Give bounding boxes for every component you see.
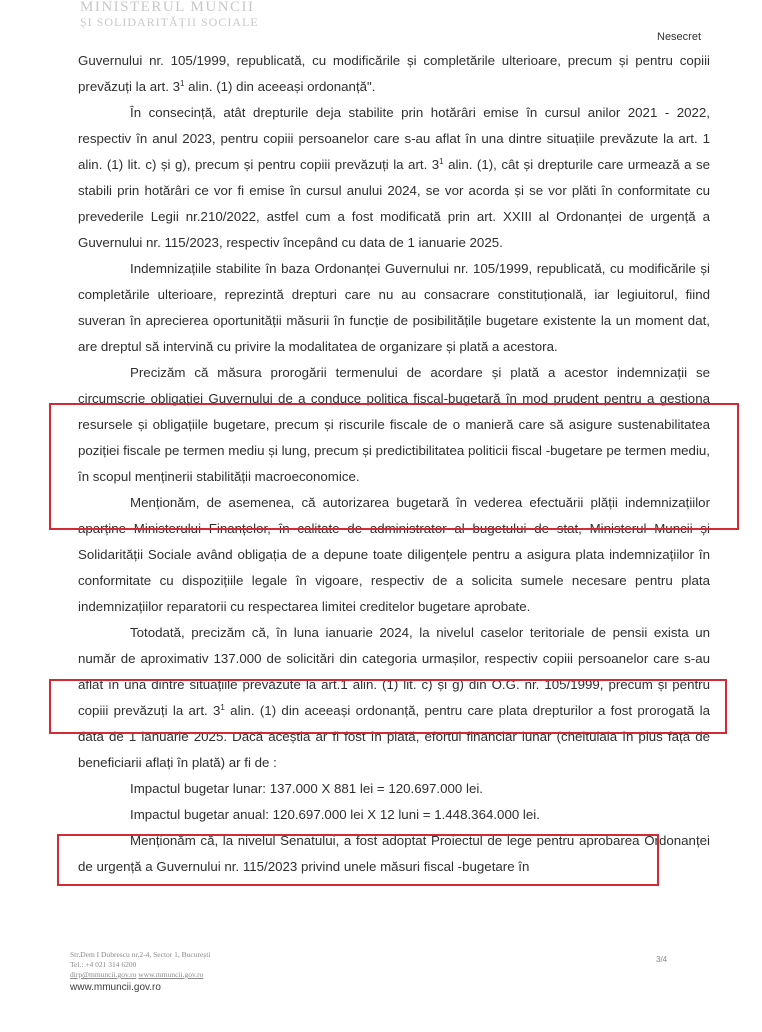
footer-contact bbox=[70, 950, 370, 994]
impact-annual: Impactul bugetar anual: 120.697.000 lei X 12 luni = 1.448.364.000 lei. bbox=[130, 807, 540, 822]
classification-label: Nesecret bbox=[657, 31, 702, 43]
paragraph-4-highlighted: Precizăm că măsura prorogării termenului de acordare și plată a acestor indemnizații se circumscrie obligației Guvernului de a conduce politica fiscal-bugetară în mod prudent pentru a gestiona resursele și obligațiile bugetare, precum și riscurile fiscale de o manieră care să asigure sustenabilitatea poziției fiscale pe termen mediu și lung, precum și predictibilitatea politicii fiscal -bugetare pe termen mediu, în scopul menținerii stabilității macroeconomice. bbox=[78, 365, 710, 484]
ministry-header bbox=[80, 0, 320, 30]
paragraph-5: Menționăm, de asemenea, că autorizarea bugetară în vederea efectuării plății indemnizațiilor aparține Ministerului Finanțelor, în calitate de administrator al bugetului de stat, Ministerul Muncii și Solidarității Sociale având obligația de a depune toate diligențele pentru a asigura plata indemnizațiilor în conformitate cu dispozițiile legale în vigoare, respectiv de a solicita sumele necesare pentru plata indemnizațiilor reparatorii cu respectarea limitei creditelor bugetare aprobate. bbox=[78, 495, 710, 614]
footer-email[interactable]: dirp@mmuncii.gov.ro bbox=[70, 970, 137, 979]
footer-web-link[interactable]: www.mmuncii.gov.ro bbox=[138, 970, 204, 979]
paragraph-7: Menționăm că, la nivelul Senatului, a fost adoptat Proiectul de lege pentru aprobarea Ordonanței de urgență a Guvernului nr. 115/2023 privind unele măsuri fiscal -bugetare în bbox=[78, 833, 710, 874]
footer-website[interactable]: www.mmuncii.gov.ro bbox=[70, 982, 161, 993]
footer-address: Str.Dem I Dobrescu nr.2-4, Sector 1, București bbox=[70, 950, 211, 959]
ministry-name-line2: ȘI SOLIDARITĂȚII SOCIALE bbox=[80, 15, 259, 29]
highlight-box-fiscal-policy bbox=[49, 403, 739, 530]
ministry-name-line1: MINISTERUL MUNCII bbox=[80, 0, 255, 15]
impact-monthly: Impactul bugetar lunar: 137.000 X 881 lei = 120.697.000 lei. bbox=[130, 781, 483, 796]
page-number: 3/4 bbox=[656, 955, 668, 964]
paragraph-3: Indemnizațiile stabilite în baza Ordonanței Guvernului nr. 105/1999, republicată, cu modificările și completările ulterioare, reprezintă drepturi care nu au consacrare constituțională, iar legiuitorul, fiind suveran în aprecierea oportunității măsurii în funcție de posibilitățile bugetare existente la un moment dat, are dreptul să intervină cu privire la modalitatea de organizare și plată a acestora. bbox=[78, 261, 710, 354]
paragraph-2: În consecință, atât drepturile deja stabilite prin hotărâri emise în cursul anilor 2021 - 2022, respectiv în anul 2023, pentru copiii persoanelor care s-au aflat în una dintre situațiile prevăzute la art. 1 alin. (1) lit. c) și g), precum și pentru copiii prevăzuți la art. $3^1$ alin. (1), cât și drepturile care urmează a se stabili prin hotărâri ce vor fi emise în cursul anului 2024, se vor acorda și se vor plăti în conformitate cu prevederile Legii nr.210/2022, astfel cum a fost modificată prin art. XXIII al Ordonanței de urgență a Guvernului nr. 115/2023, respectiv începând cu data de 1 ianuarie 2025. bbox=[78, 105, 710, 250]
highlight-box-budget-impact bbox=[57, 834, 659, 886]
footer-email-line bbox=[70, 970, 370, 980]
paragraph-1: Guvernului nr. 105/1999, republicată, cu modificările și completările ulterioare, precum și pentru copiii prevăzuți la art. $3^1$ alin. (1) din aceeași ordonanță". bbox=[78, 53, 710, 94]
highlight-box-applications bbox=[49, 679, 727, 734]
footer-phone: Tel.: +4 021 314 6200 bbox=[70, 960, 137, 969]
paragraph-6-highlighted: Totodată, precizăm că, în luna ianuarie 2024, la nivelul caselor teritoriale de pensii exista un număr de aproximativ 137.000 de solicitări din categoria urmașilor, respectiv copiii persoanelor care s-au aflat în una dintre situațiile prevăzute la art.1 alin. (1) lit. c) și g) din O.G. nr. 105/1999, precum și pentru copiii prevăzuți la art. $3^1$ alin. (1) din aceeași ordonanță, pentru care plata drepturilor a fost prorogată la data de 1 ianuarie 2025. Dacă aceștia ar fi fost în plată, efortul financiar lunar (cheltuiala în plus față de beneficiarii aflați în plată) ar fi de : bbox=[78, 625, 710, 770]
